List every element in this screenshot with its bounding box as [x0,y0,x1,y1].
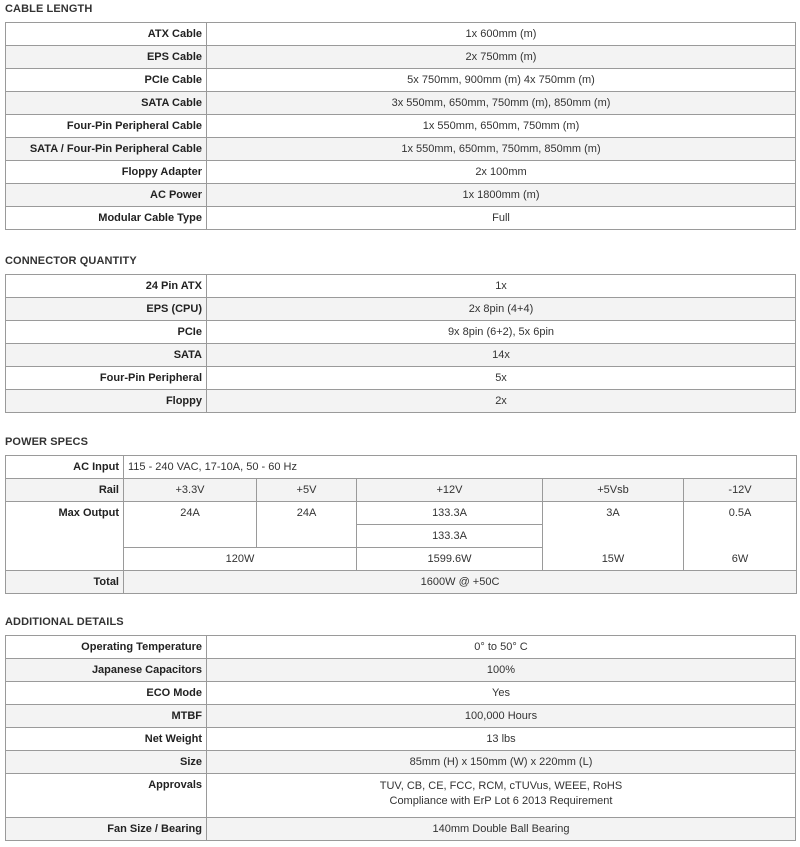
table-row [6,298,796,321]
table-row [6,390,796,413]
rail-33v: +3.3V [124,479,257,502]
row-value: 140mm Double Ball Bearing [207,818,796,841]
row-value: 1x 550mm, 650mm, 750mm (m) [207,115,796,138]
table-row [6,161,796,184]
max-output-12v-a: 133.3A [357,502,543,525]
row-label: EPS (CPU) [6,298,207,321]
table-row [6,92,796,115]
row-value: 100% [207,659,796,682]
max-output-5vsb: 3A [543,502,684,548]
row-value: 9x 8pin (6+2), 5x 6pin [207,321,796,344]
row-value: 100,000 Hours [207,705,796,728]
table-row [6,751,796,774]
row-label: Four-Pin Peripheral [6,367,207,390]
watts-neg12v: 6W [684,548,797,571]
rail-label: Rail [6,479,124,502]
max-output-label: Max Output [6,502,124,571]
table-row [6,69,796,92]
row-label: AC Power [6,184,207,207]
table-row [6,207,796,230]
row-value: 14x [207,344,796,367]
rail-12v: +12V [357,479,543,502]
section-title-power-specs: POWER SPECS [5,436,89,448]
row-value: 1x 1800mm (m) [207,184,796,207]
table-row [6,659,796,682]
row-label: PCIe Cable [6,69,207,92]
row-value: 1x 600mm (m) [207,23,796,46]
watts-33v-5v: 120W [124,548,357,571]
row-label: Approvals [6,774,207,818]
row-label: Fan Size / Bearing [6,818,207,841]
table-row [6,818,796,841]
row-value: 2x 750mm (m) [207,46,796,69]
row-value: 5x 750mm, 900mm (m) 4x 750mm (m) [207,69,796,92]
table-row [6,636,796,659]
row-label: Net Weight [6,728,207,751]
row-label: Modular Cable Type [6,207,207,230]
row-label: ATX Cable [6,23,207,46]
row-value: 85mm (H) x 150mm (W) x 220mm (L) [207,751,796,774]
table-row [6,275,796,298]
watts-5vsb: 15W [543,548,684,571]
row-label: Operating Temperature [6,636,207,659]
table-row [6,344,796,367]
row-label: 24 Pin ATX [6,275,207,298]
rail-5v: +5V [257,479,357,502]
table-row [6,728,796,751]
table-row [6,571,797,594]
table-row [6,23,796,46]
ac-input-value: 115 - 240 VAC, 17-10A, 50 - 60 Hz [124,456,797,479]
row-label: Floppy Adapter [6,161,207,184]
row-value: Yes [207,682,796,705]
table-row [6,502,797,525]
row-value: 2x [207,390,796,413]
row-value: 1x [207,275,796,298]
max-output-neg12v: 0.5A [684,502,797,548]
row-label: MTBF [6,705,207,728]
max-output-33v: 24A [124,502,257,548]
section-title-cable-length: CABLE LENGTH [5,3,93,15]
row-label: SATA / Four-Pin Peripheral Cable [6,138,207,161]
table-row [6,774,796,818]
table-row [6,46,796,69]
total-value: 1600W @ +50C [124,571,797,594]
row-label: SATA Cable [6,92,207,115]
row-label: Japanese Capacitors [6,659,207,682]
row-value: 2x 8pin (4+4) [207,298,796,321]
approvals-line-2: Compliance with ErP Lot 6 2013 Requirement [389,795,613,807]
connector-quantity-table [5,274,796,413]
section-title-additional-details: ADDITIONAL DETAILS [5,616,124,628]
row-label: Floppy [6,390,207,413]
row-value: 0° to 50° C [207,636,796,659]
max-output-12v-b: 133.3A [357,525,543,548]
row-value: Full [207,207,796,230]
section-title-connector-quantity: CONNECTOR QUANTITY [5,255,137,267]
approvals-line-1: TUV, CB, CE, FCC, RCM, cTUVus, WEEE, RoHS [379,780,623,792]
row-value: 1x 550mm, 650mm, 750mm, 850mm (m) [207,138,796,161]
power-specs-table [5,455,797,594]
row-label: SATA [6,344,207,367]
table-row [6,682,796,705]
row-label: PCIe [6,321,207,344]
row-label: EPS Cable [6,46,207,69]
row-value: 3x 550mm, 650mm, 750mm (m), 850mm (m) [207,92,796,115]
table-row [6,367,796,390]
table-row [6,456,797,479]
table-row [6,138,796,161]
table-row [6,548,797,571]
total-label: Total [6,571,124,594]
row-value: 13 lbs [207,728,796,751]
row-label: Four-Pin Peripheral Cable [6,115,207,138]
watts-12v: 1599.6W [357,548,543,571]
row-value [207,774,796,818]
table-row [6,321,796,344]
additional-details-table [5,635,796,841]
rail-neg12v: -12V [684,479,797,502]
ac-input-label: AC Input [6,456,124,479]
table-row [6,184,796,207]
row-value: 2x 100mm [207,161,796,184]
row-label: Size [6,751,207,774]
table-row [6,705,796,728]
row-value: 5x [207,367,796,390]
table-row [6,479,797,502]
row-label: ECO Mode [6,682,207,705]
cable-length-table [5,22,796,230]
rail-5vsb: +5Vsb [543,479,684,502]
max-output-5v: 24A [257,502,357,548]
table-row [6,115,796,138]
